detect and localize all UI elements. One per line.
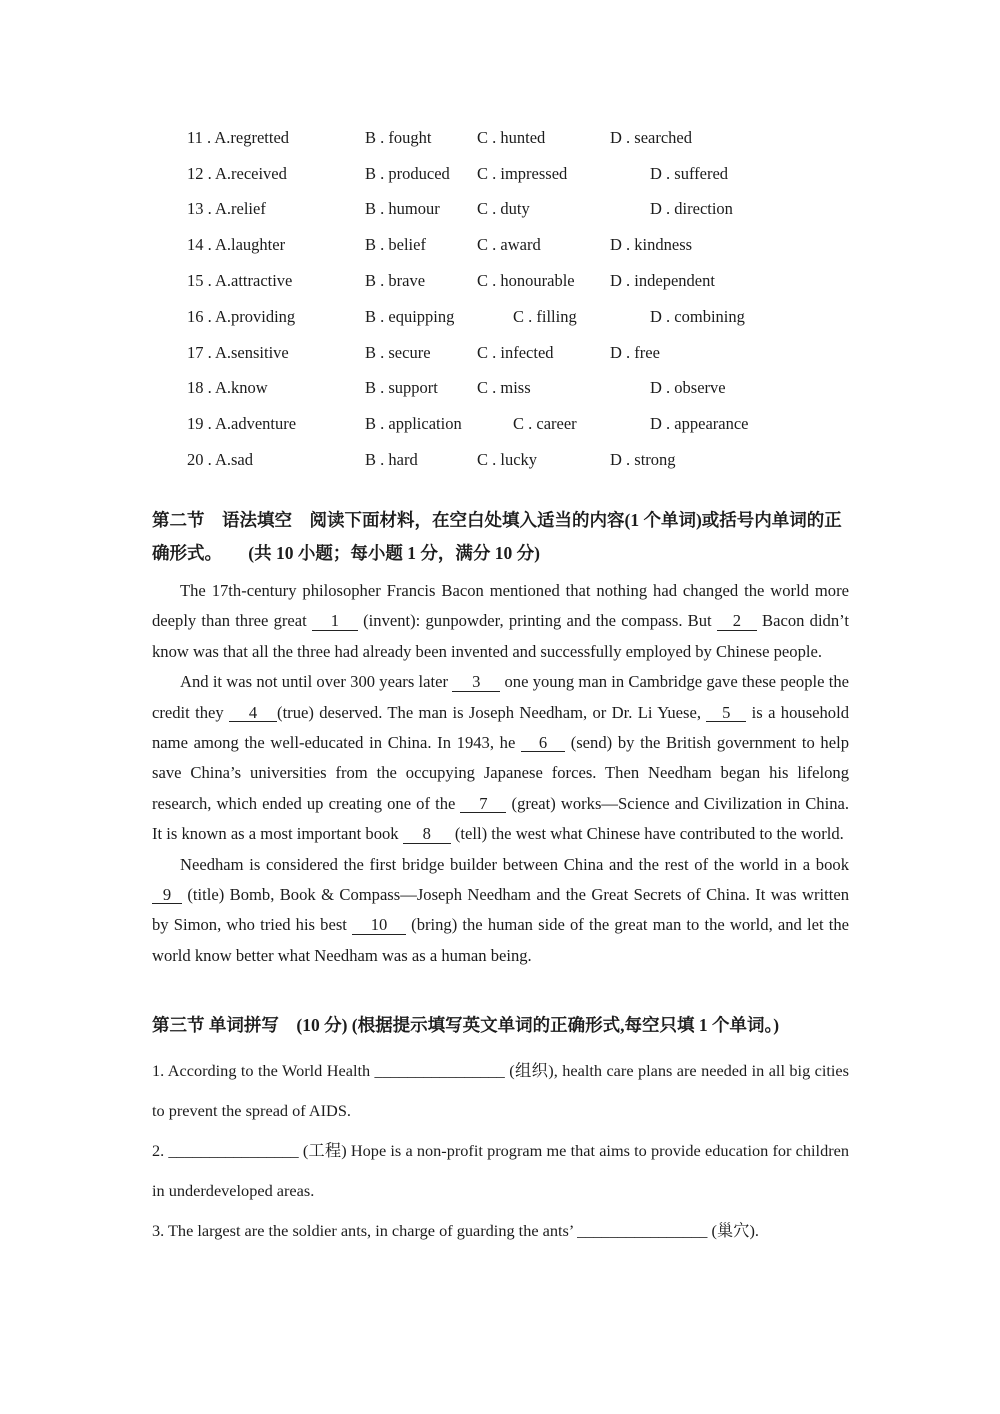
section2-heading-line: 第二节 语法填空 阅读下面材料，在空白处填入适当的内容(1 个单词)或括号内单词的正 — [152, 509, 842, 530]
option-cell: D . combining — [650, 306, 745, 326]
word-spelling-items — [152, 1051, 849, 1251]
option-row — [187, 263, 849, 299]
grammar-fill-paragraph: Needham is considered the first bridge builder between China and the rest of the world in a book 9 (title) Bomb, Book & Compass—Joseph Needham and the Great Secrets of China. It was written by Simon, who tried his best 10 (bring) the human side of the great man to the world, and let the world know better what Needham was as a human being. — [152, 854, 849, 965]
option-cell: 13 . A.relief — [187, 199, 266, 219]
numbered-blank: 10 — [352, 916, 406, 934]
option-cell: C . hunted — [477, 127, 546, 147]
option-cell: 15 . A.attractive — [187, 271, 293, 291]
option-cell: C . duty — [477, 199, 530, 219]
section2-heading — [152, 504, 849, 570]
word-spelling-section — [152, 1009, 849, 1251]
option-cell: B . humour — [365, 199, 440, 219]
option-cell: 11 . A.regretted — [187, 127, 290, 147]
option-cell: 20 . A.sad — [187, 450, 253, 470]
option-cell: B . hard — [365, 450, 418, 470]
numbered-blank: 6 — [521, 734, 565, 752]
option-cell: 16 . A.providing — [187, 306, 296, 326]
option-cell: C . career — [513, 414, 577, 434]
option-cell: B . fought — [365, 127, 432, 147]
option-cell: B . belief — [365, 235, 426, 255]
option-cell: D . independent — [610, 271, 715, 291]
option-cell: B . produced — [365, 163, 450, 183]
option-cell: 18 . A.know — [187, 378, 268, 398]
option-cell: C . infected — [477, 342, 554, 362]
option-cell: 12 . A.received — [187, 163, 287, 183]
option-row — [187, 299, 849, 335]
option-cell: D . observe — [650, 378, 726, 398]
option-cell: D . kindness — [610, 235, 693, 255]
option-row — [187, 120, 849, 156]
option-cell: B . equipping — [365, 306, 455, 326]
option-cell: B . support — [365, 378, 438, 398]
option-row — [187, 156, 849, 192]
option-row — [187, 192, 849, 228]
option-cell: 19 . A.adventure — [187, 414, 297, 434]
option-cell: B . application — [365, 414, 462, 434]
option-cell: D . suffered — [650, 163, 729, 183]
option-cell: D . searched — [610, 127, 693, 147]
option-row — [187, 371, 849, 407]
section2-heading-line: 确形式。 (共 10 小题；每小题 1 分，满分 10 分) — [152, 542, 540, 563]
numbered-blank: 8 — [403, 825, 451, 843]
word-spelling-item: 2. ________________ (工程) Hope is a non-profit program me that aims to provide education for children in underdeveloped areas. — [152, 1141, 849, 1201]
numbered-blank: 7 — [460, 795, 506, 813]
numbered-blank: 5 — [706, 704, 746, 722]
exam-page-content — [152, 0, 849, 1251]
numbered-blank: 2 — [717, 612, 757, 630]
option-row — [187, 335, 849, 371]
option-cell: B . brave — [365, 271, 426, 291]
option-cell: C . impressed — [477, 163, 568, 183]
grammar-fill-paragraph: The 17th-century philosopher Francis Bacon mentioned that nothing had changed the world more deeply than three great 1 (invent): gunpowder, printing and the compass. But 2 Bacon didn’t know was that all the three had already been invented and successfully employed by Chinese people. — [152, 580, 849, 661]
grammar-fill-passage — [152, 576, 849, 971]
option-cell: B . secure — [365, 342, 431, 362]
word-spelling-item: 1. According to the World Health ________________ (组织), health care plans are needed in all big cities to prevent the spread of AIDS. — [152, 1061, 849, 1121]
grammar-fill-paragraph: And it was not until over 300 years later 3 one young man in Cambridge gave these people the credit they 4 (true) deserved. The man is Joseph Needham, or Dr. Li Yuese, 5 is a household name among the well-educated in China. In 1943, he 6 (send) by the British government to help save China’s universities from the occupying Japanese forces. Then Needham began his lifelong research, which ended up creating one of the 7 (great) works—Science and Civilization in China. It is known as a most important book 8 (tell) the west what Chinese have contributed to the world. — [152, 672, 850, 844]
section3-heading: 第三节 单词拼写 (10 分) (根据提示填写英文单词的正确形式,每空只填 1 个单词。) — [152, 1015, 780, 1036]
numbered-blank: 3 — [452, 673, 500, 691]
option-cell: C . lucky — [477, 450, 538, 470]
numbered-blank: 4 — [229, 704, 277, 722]
option-cell: 17 . A.sensitive — [187, 342, 289, 362]
numbered-blank: 9 — [152, 886, 182, 904]
grammar-fill-section — [152, 504, 849, 971]
option-row — [187, 442, 849, 478]
option-cell: D . free — [610, 342, 660, 362]
option-cell: C . filling — [513, 306, 577, 326]
option-cell: C . award — [477, 235, 541, 255]
numbered-blank: 1 — [312, 612, 358, 630]
option-row — [187, 227, 849, 263]
option-cell: C . miss — [477, 378, 531, 398]
option-cell: D . strong — [610, 450, 676, 470]
option-cell: D . appearance — [650, 414, 749, 434]
option-cell: C . honourable — [477, 271, 575, 291]
option-cell: 14 . A.laughter — [187, 235, 286, 255]
cloze-options-section — [152, 120, 849, 478]
word-spelling-item: 3. The largest are the soldier ants, in charge of guarding the ants’ ________________ (巢穴). — [152, 1221, 759, 1241]
option-row — [187, 406, 849, 442]
option-cell: D . direction — [650, 199, 733, 219]
